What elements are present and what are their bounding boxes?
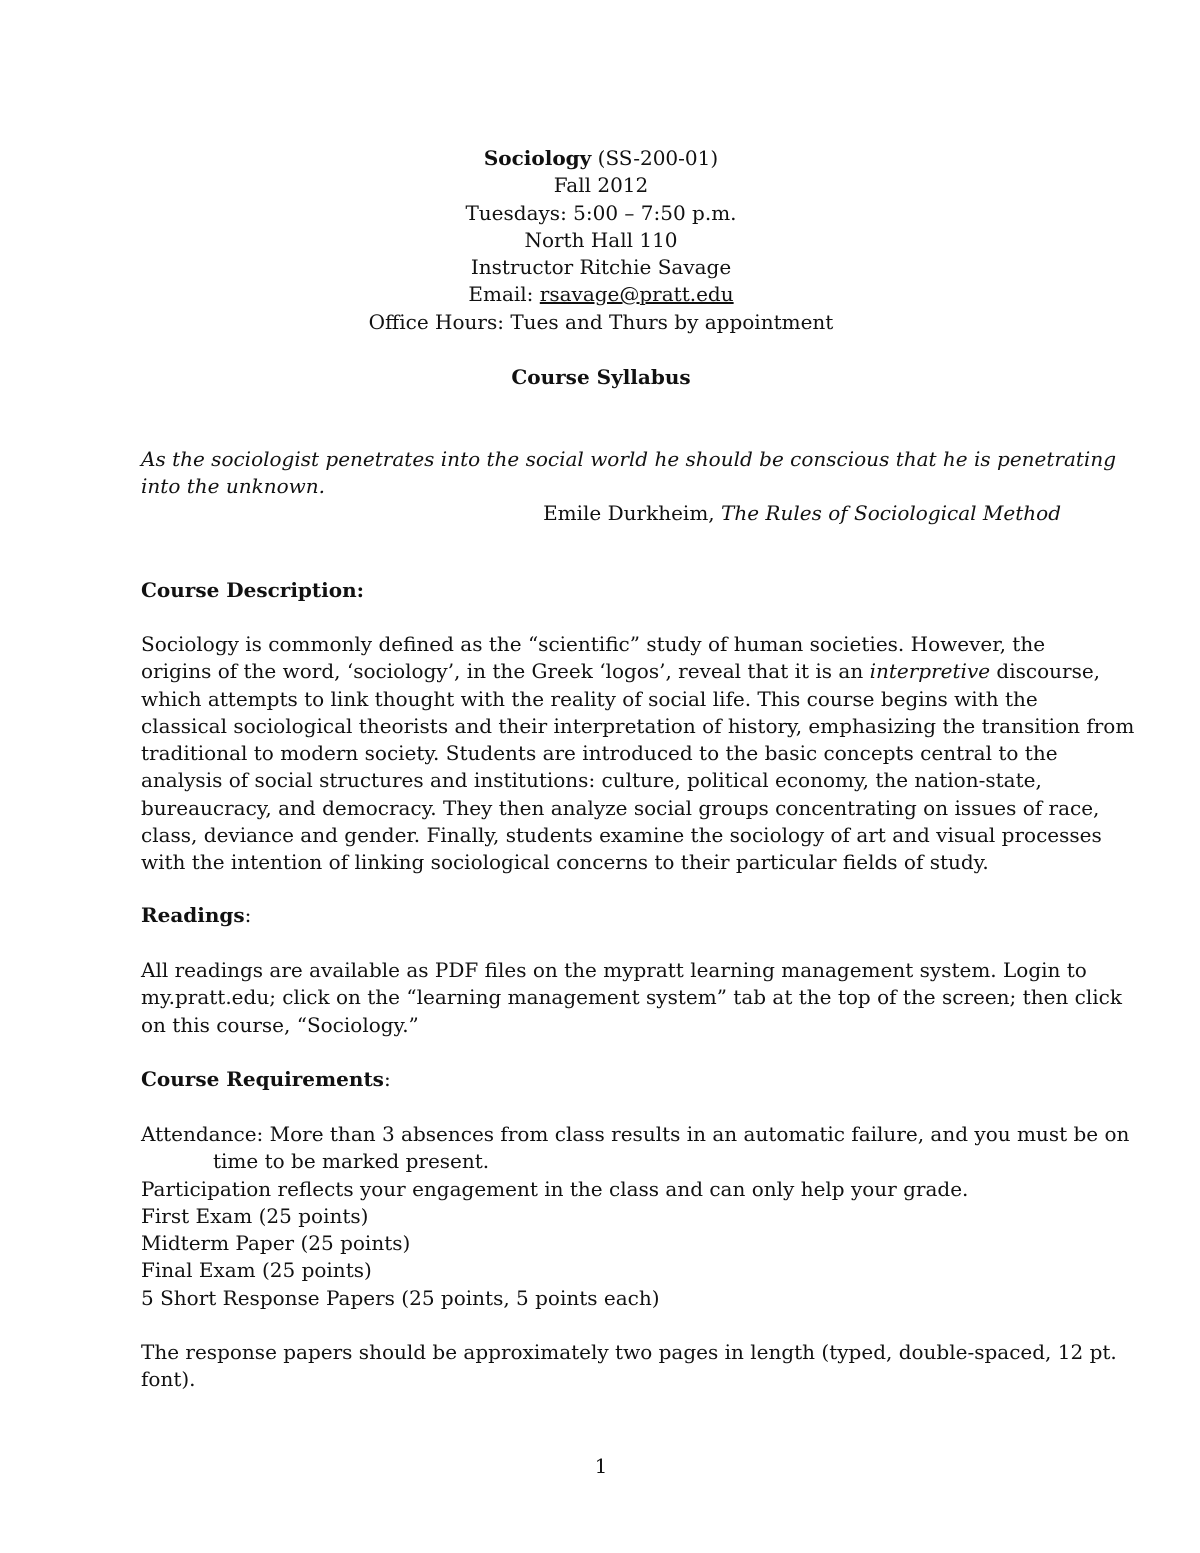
description-line: traditional to modern society. Students are introduced to the basic concepts central to the <box>141 741 1058 766</box>
doc-title: Course Syllabus <box>511 365 691 389</box>
description-line: analysis of social structures and institutions: culture, political economy, the nation-state, <box>141 768 1042 793</box>
attendance-line: Attendance: More than 3 absences from class results in an automatic failure, and you must be on <box>141 1122 1130 1146</box>
course-location: North Hall 110 <box>524 227 678 252</box>
requirement-item: 5 Short Response Papers (25 points, 5 points each) <box>141 1285 660 1310</box>
email-link[interactable]: rsavage@pratt.edu <box>539 282 734 307</box>
requirement-item: Final Exam (25 points) <box>141 1258 372 1283</box>
requirement-item: Participation reflects your engagement in the class and can only help your grade. <box>141 1176 969 1201</box>
requirement-item: First Exam (25 points) <box>141 1203 369 1228</box>
course-schedule: Tuesdays: 5:00 – 7:50 p.m. <box>465 200 737 225</box>
epigraph-line: into the unknown. <box>141 474 325 499</box>
page-number: 1 <box>594 1454 608 1478</box>
requirement-item: Midterm Paper (25 points) <box>141 1231 411 1256</box>
description-body <box>141 631 1135 877</box>
course-header <box>141 145 1061 336</box>
requirements-list <box>141 1121 1130 1312</box>
readings-heading: Readings <box>141 903 245 927</box>
epigraph-attribution <box>141 500 1061 527</box>
description-line: with the intention of linking sociological concerns to their particular fields of study. <box>141 850 989 875</box>
note-line: The response papers should be approximately two pages in length (typed, double-spaced, 12 pt. <box>141 1340 1117 1364</box>
description-line: Sociology is commonly defined as the “scientific” study of human societies. However, the <box>141 632 1046 656</box>
course-name: Sociology <box>483 146 592 170</box>
epigraph-line: As the sociologist penetrates into the social world he should be conscious that he is penetrating <box>141 447 1117 471</box>
description-line: origins of the word, ‘sociology’, in the Greek ‘logos’, reveal that it is an interpretive discourse, <box>141 659 1101 684</box>
course-code: (SS-200-01) <box>591 146 719 170</box>
office-hours: Office Hours: Tues and Thurs by appointment <box>368 309 834 334</box>
note-line: font). <box>141 1367 196 1392</box>
course-instructor: Instructor Ritchie Savage <box>470 255 732 280</box>
attendance-line: time to be marked present. <box>213 1149 490 1174</box>
epigraph-quote <box>141 446 1117 501</box>
epigraph-source: The Rules of Sociological Method <box>721 501 1061 525</box>
readings-line: on this course, “Sociology.” <box>141 1012 419 1037</box>
requirements-heading-row: Course Requirements: <box>141 1067 391 1091</box>
description-line: class, deviance and gender. Finally, students examine the sociology of art and visual processes <box>141 823 1102 848</box>
description-line: bureaucracy, and democracy. They then analyze social groups concentrating on issues of race, <box>141 795 1100 820</box>
readings-line: All readings are available as PDF files on the mypratt learning management system. Login to <box>141 958 1087 982</box>
readings-heading-row: Readings: <box>141 903 252 927</box>
response-paper-note <box>141 1339 1117 1394</box>
description-line: which attempts to link thought with the reality of social life. This course begins with the <box>141 686 1038 711</box>
description-heading: Course Description: <box>141 578 365 602</box>
requirements-heading: Course Requirements <box>141 1067 384 1091</box>
readings-line: my.pratt.edu; click on the “learning management system” tab at the top of the screen; then click <box>141 985 1122 1010</box>
course-term: Fall 2012 <box>553 173 649 198</box>
description-line: classical sociological theorists and their interpretation of history, emphasizing the transition from <box>141 713 1135 738</box>
epigraph-author: Emile Durkheim, <box>543 501 722 525</box>
email-label: Email: <box>468 282 540 307</box>
readings-body <box>141 957 1122 1039</box>
